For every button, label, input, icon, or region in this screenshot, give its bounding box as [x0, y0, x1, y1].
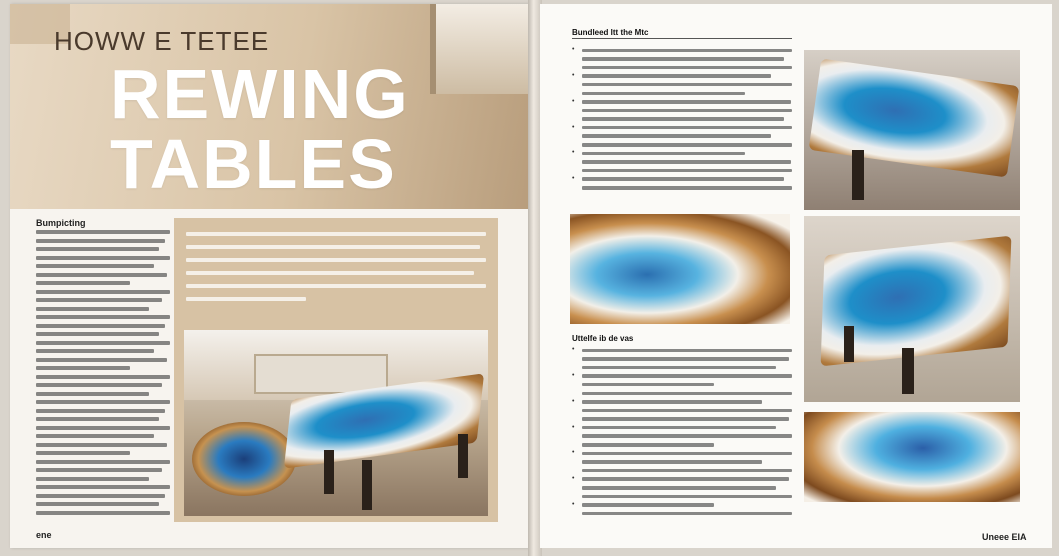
text-line [582, 452, 792, 456]
text-line [186, 271, 474, 275]
bullet-mark: • [572, 149, 575, 157]
text-line [36, 485, 170, 489]
list-item [572, 475, 792, 484]
list-item [572, 509, 792, 518]
list-item [572, 441, 792, 450]
bullet-mark: • [572, 449, 575, 457]
text-line [582, 434, 792, 438]
article-kicker: HOWW E TETEE [54, 26, 270, 56]
list-item [572, 372, 792, 381]
text-line [582, 486, 776, 490]
text-line [36, 324, 165, 328]
text-line [582, 374, 792, 378]
text-line [582, 383, 714, 387]
bullet-mark: • [572, 346, 575, 354]
text-line [36, 468, 162, 472]
text-line [582, 477, 789, 481]
list-item [572, 389, 792, 398]
text-line [582, 400, 762, 404]
text-line [582, 100, 791, 104]
list-item [572, 158, 792, 167]
text-line [36, 366, 130, 370]
text-line [36, 273, 167, 277]
text-line [36, 332, 159, 336]
text-line [36, 400, 170, 404]
list-item [572, 80, 792, 89]
list-item [572, 363, 792, 372]
list-item [572, 449, 792, 458]
text-line [582, 57, 784, 61]
sidebar-heading: Bumpicting [36, 218, 86, 228]
text-line [36, 443, 167, 447]
text-line [36, 477, 149, 481]
text-line [36, 375, 170, 379]
list-item [572, 132, 792, 141]
text-line [582, 169, 792, 173]
text-line [582, 392, 792, 396]
text-line [582, 469, 792, 473]
hero-window-image [430, 4, 530, 94]
instruction-list [572, 46, 792, 192]
closeup-table-top [809, 59, 1020, 178]
text-line [582, 460, 762, 464]
text-line [582, 417, 789, 421]
list-item [572, 98, 792, 107]
main-table-photo [184, 330, 488, 516]
text-line [186, 284, 486, 288]
table-leg [844, 326, 854, 362]
text-line [36, 230, 170, 234]
text-line [582, 152, 745, 156]
section-heading: Bundleed Itt the Mtc [572, 28, 649, 37]
text-line [582, 495, 792, 499]
text-line [36, 426, 170, 430]
text-line [36, 298, 162, 302]
text-line [36, 494, 165, 498]
text-line [36, 281, 130, 285]
text-line [582, 143, 792, 147]
text-line [36, 460, 170, 464]
text-line [36, 239, 165, 243]
bullet-mark: • [572, 500, 575, 508]
text-line [36, 502, 159, 506]
panel-intro-text [186, 232, 486, 310]
headline-line-1: REWING [110, 55, 410, 133]
text-line [36, 434, 154, 438]
hero-banner [10, 4, 530, 209]
resin-table-closeup-photo [804, 50, 1020, 210]
list-item [572, 398, 792, 407]
blue-resin-river-photo [570, 214, 790, 324]
list-item [572, 432, 792, 441]
text-line [36, 247, 159, 251]
text-line [582, 83, 792, 87]
text-line [36, 315, 170, 319]
bullet-mark: • [572, 46, 575, 54]
article-headline [110, 55, 410, 203]
list-item [572, 380, 792, 389]
text-line [582, 109, 792, 113]
headline-line-2: TABLES [110, 125, 397, 203]
text-line [582, 177, 784, 181]
list-item [572, 501, 792, 510]
text-line [582, 409, 792, 413]
text-line [36, 409, 165, 413]
list-item [572, 184, 792, 193]
table-leg [902, 348, 914, 394]
list-item [572, 106, 792, 115]
table-leg [324, 450, 334, 494]
feature-panel [174, 218, 498, 522]
text-line [36, 358, 167, 362]
text-line [582, 443, 714, 447]
text-line [582, 92, 745, 96]
list-item [572, 149, 792, 158]
table-leg [458, 434, 468, 478]
text-line [36, 383, 162, 387]
table-leg [362, 460, 372, 510]
text-line [36, 264, 154, 268]
text-line [582, 349, 792, 353]
list-item [572, 484, 792, 493]
list-item [572, 175, 792, 184]
list-item [572, 492, 792, 501]
round-resin-table [192, 422, 296, 496]
bullet-mark: • [572, 72, 575, 80]
bullet-mark: • [572, 475, 575, 483]
list-item [572, 141, 792, 150]
bullet-mark: • [572, 97, 575, 105]
text-line [36, 417, 159, 421]
list-item [572, 63, 792, 72]
sub-section-heading: Uttelfe ib de vas [572, 334, 634, 343]
list-item [572, 55, 792, 64]
angled-resin-table-photo [804, 216, 1020, 402]
text-line [582, 426, 776, 430]
text-line [582, 186, 792, 190]
text-line [582, 134, 771, 138]
page-number-right: Uneee EIA [982, 532, 1027, 542]
text-line [186, 232, 486, 236]
left-page [10, 4, 530, 548]
list-item [572, 46, 792, 55]
list-item [572, 458, 792, 467]
list-item [572, 72, 792, 81]
text-line [582, 512, 792, 516]
list-item [572, 115, 792, 124]
text-line [186, 297, 306, 301]
text-line [582, 49, 792, 53]
text-line [186, 258, 486, 262]
table-leg [852, 150, 864, 200]
text-line [582, 126, 792, 130]
text-line [582, 117, 784, 121]
text-line [186, 245, 480, 249]
list-item [572, 423, 792, 432]
text-line [582, 66, 792, 70]
list-item [572, 166, 792, 175]
text-line [582, 503, 714, 507]
heading-rule [572, 38, 792, 39]
bullet-mark: • [572, 397, 575, 405]
text-line [36, 290, 170, 294]
resin-detail-photo [804, 412, 1020, 502]
list-item [572, 415, 792, 424]
list-item [572, 355, 792, 364]
list-item [572, 346, 792, 355]
text-line [36, 451, 130, 455]
text-line [36, 511, 170, 515]
list-item [572, 466, 792, 475]
list-item [572, 89, 792, 98]
page-number-left: ene [36, 530, 52, 540]
text-line [582, 74, 771, 78]
text-line [36, 392, 149, 396]
sidebar-text-column [36, 230, 170, 519]
right-page [540, 4, 1052, 548]
bullet-mark: • [572, 175, 575, 183]
bullet-mark: • [572, 372, 575, 380]
list-item [572, 406, 792, 415]
text-line [36, 349, 154, 353]
bullet-mark: • [572, 123, 575, 131]
text-line [36, 256, 170, 260]
text-line [36, 341, 170, 345]
text-line [582, 357, 789, 361]
list-item [572, 123, 792, 132]
text-line [36, 307, 149, 311]
sub-instruction-list [572, 346, 792, 518]
text-line [582, 366, 776, 370]
text-line [582, 160, 791, 164]
bullet-mark: • [572, 423, 575, 431]
